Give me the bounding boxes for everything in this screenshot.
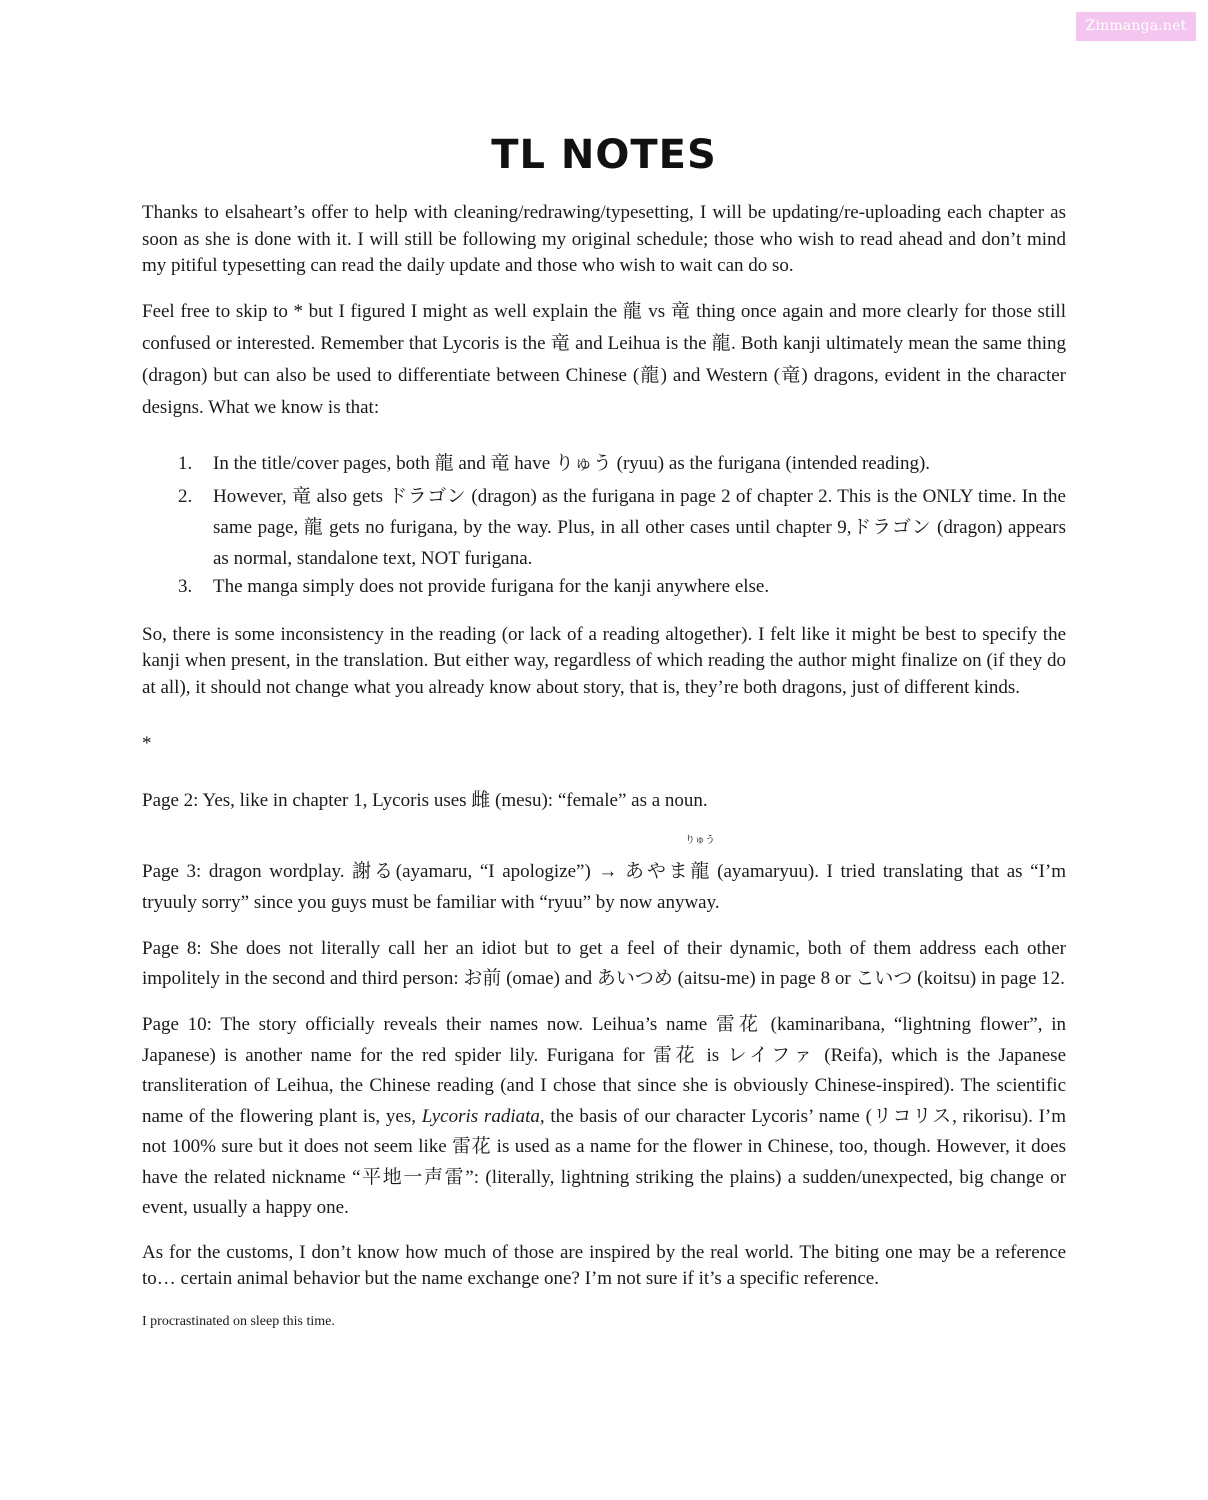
list-item-text: However, 竜 also gets ドラゴン (dragon) as the furigana in page 2 of chapter 2. This is the ONLY time. In the same page, 龍 gets no furigana, by the way. Plus, in all other cases until chapter 9,ドラゴン (dragon) appears as normal, standalone text, NOT furigana. bbox=[213, 485, 1066, 569]
list-item-text: The manga simply does not provide furigana for the kanji anywhere else. bbox=[213, 575, 770, 597]
ruby-reading: りゅう bbox=[685, 835, 716, 846]
list-item bbox=[142, 448, 1066, 479]
note-page-10-text-after: the basis of our character Lycoris’ name (リコリス, rikorisu). I’m not 100% sure but it does not seem like 雷花 is used as a name for the flower in Chinese, too, though. However, it does have the related nickname “平地一声雷”: (literally, lightning striking the plains) a sudden/unexpected, big change or event, usually a happy one. bbox=[142, 1105, 1067, 1218]
customs-paragraph: As for the customs, I don’t know how much of those are inspired by the real world. The biting one may be a reference to… certain animal behavior but the name exchange one? I’m not sure if it’s a specific reference. bbox=[142, 1241, 1066, 1289]
kanji-facts-list bbox=[142, 448, 1066, 600]
site-watermark: Zinmanga.net bbox=[1076, 12, 1196, 41]
section-separator: * bbox=[142, 733, 152, 754]
page-title: TL NOTES bbox=[491, 132, 717, 178]
intro-paragraph: Thanks to elsaheart’s offer to help with cleaning/redrawing/typesetting, I will be updating/re-uploading each chapter as soon as she is done with it. I will still be following my original schedule; those who wish to read ahead and don’t mind my pitiful typesetting can read the daily update and those who wish to wait can do so. bbox=[142, 202, 1066, 276]
note-page-10 bbox=[142, 1010, 1066, 1224]
notes-body bbox=[142, 200, 1066, 1331]
scientific-name: Lycoris radiata, bbox=[421, 1105, 545, 1127]
ruby-base: 龍 bbox=[690, 861, 710, 882]
note-page-10-text-before: Page 10: The story officially reveals their names now. Leihua’s name 雷花 (kaminaribana, “lightning flower”, in Japanese) is another name for the red spider lily. Furigana for 雷花 is レイファ (Reifa), which is the Japanese transliteration of Leihua, the Chinese reading (and I chose that since she is obviously Chinese-inspired). The scientific name of the flowering plant is, yes, bbox=[142, 1014, 1066, 1127]
note-page-3-text-before: Page 3: dragon wordplay. 謝る(ayamaru, “I apologize”) → あやま bbox=[142, 861, 691, 882]
list-item bbox=[142, 574, 1066, 600]
list-item-text: In the title/cover pages, both 龍 and 竜 have りゅう (ryuu) as the furigana (intended reading). bbox=[213, 452, 931, 474]
footnote: I procrastinated on sleep this time. bbox=[142, 1313, 335, 1329]
note-page-3 bbox=[142, 835, 1067, 918]
ruby-dragon-kanji bbox=[685, 835, 716, 887]
note-page-3-text-after: (ayamaryuu). I tried translating that as “I’m tryuuly sorry” since you guys must be familiar with “ryuu” by now anyway. bbox=[142, 861, 1067, 913]
note-page-8: Page 8: She does not literally call her an idiot but to get a feel of their dynamic, both of them address each other impolitely in the second and third person: お前 (omae) and あいつめ (aitsu-me) in page 8 or こいつ (koitsu) in page 12. bbox=[142, 938, 1066, 989]
list-item-number: 3. bbox=[178, 575, 193, 597]
list-item bbox=[142, 481, 1066, 574]
conclusion-paragraph: So, there is some inconsistency in the reading (or lack of a reading altogether). I felt like it might be best to specify the kanji when present, in the translation. But either way, regardless of which reading the author might finalize on (if they do at all), it should not change what you already know about story, that is, they’re both dragons, just of different kinds. bbox=[142, 623, 1066, 698]
list-item-number: 2. bbox=[178, 485, 193, 507]
explanation-paragraph: Feel free to skip to * but I figured I might as well explain the 龍 vs 竜 thing once again and more clearly for those still confused or interested. Remember that Lycoris is the 竜 and Leihua is the 龍. Both kanji ultimately mean the same thing (dragon) but can also be used to differentiate between Chinese (龍) and Western (竜) dragons, evident in the character designs. What we know is that: bbox=[142, 300, 1066, 418]
list-item-number: 1. bbox=[178, 452, 193, 474]
note-page-2: Page 2: Yes, like in chapter 1, Lycoris uses 雌 (mesu): “female” as a noun. bbox=[142, 789, 708, 811]
